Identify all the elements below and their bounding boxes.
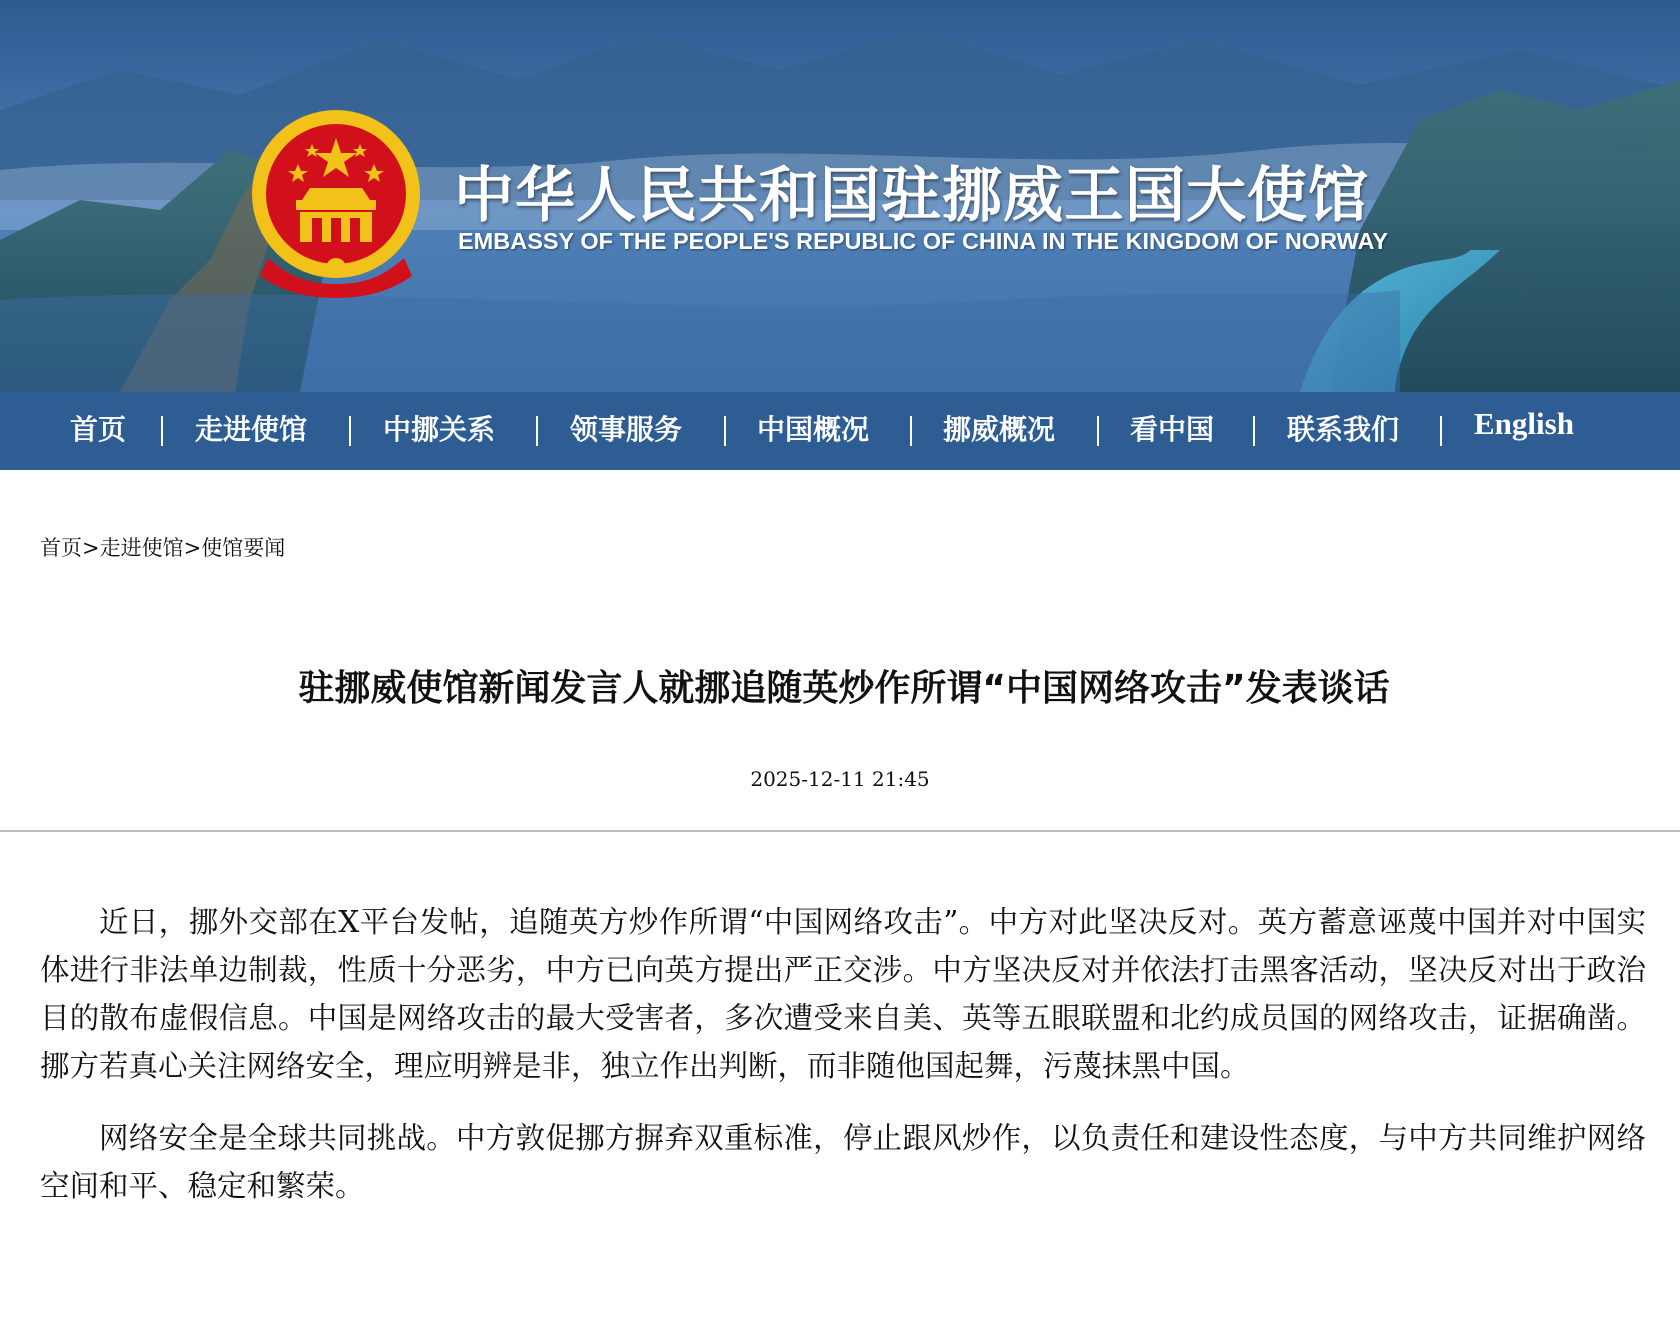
- nav-separator: [536, 416, 538, 446]
- breadcrumb-home[interactable]: 首页: [40, 536, 82, 560]
- nav-item-about-embassy[interactable]: 走进使馆: [195, 413, 308, 446]
- nav-item-english[interactable]: English: [1474, 406, 1574, 441]
- breadcrumb-separator: >: [183, 536, 202, 560]
- national-emblem-icon: [250, 108, 422, 298]
- nav-item-contact-us[interactable]: 联系我们: [1287, 413, 1400, 446]
- nav-separator: [724, 416, 726, 446]
- nav-item-about-norway[interactable]: 挪威概况: [943, 413, 1056, 446]
- breadcrumb-embassy-news[interactable]: 使馆要闻: [201, 536, 286, 560]
- nav-separator: [1440, 416, 1442, 446]
- nav-separator: [349, 416, 351, 446]
- header-banner: [0, 0, 1680, 470]
- embassy-title-english: EMBASSY OF THE PEOPLE'S REPUBLIC OF CHINA IN THE KINGDOM OF NORWAY: [458, 228, 1389, 254]
- embassy-title-chinese: 中华人民共和国驻挪威王国大使馆: [454, 161, 1369, 231]
- article-date: 2025-12-11 21:45: [750, 767, 930, 791]
- nav-separator: [161, 416, 163, 446]
- nav-item-about-china[interactable]: 中国概况: [757, 413, 870, 446]
- divider: [0, 830, 1680, 832]
- main-navigation: [0, 392, 1680, 470]
- nav-item-home[interactable]: 首页: [70, 413, 127, 446]
- article-body: [40, 898, 1646, 1234]
- nav-item-china-norway-relations[interactable]: 中挪关系: [383, 413, 496, 446]
- breadcrumb-separator: >: [82, 536, 100, 560]
- nav-separator: [1097, 416, 1099, 446]
- nav-item-see-china[interactable]: 看中国: [1130, 413, 1215, 446]
- breadcrumb: [40, 532, 285, 562]
- nav-item-consular-services[interactable]: 领事服务: [570, 413, 683, 446]
- article-paragraph: 网络安全是全球共同挑战。中方敦促挪方摒弃双重标准，停止跟风炒作，以负责任和建设性态度，与中方共同维护网络空间和平、稳定和繁荣。: [40, 1121, 1646, 1203]
- nav-separator: [910, 416, 912, 446]
- article-title: 驻挪威使馆新闻发言人就挪追随英炒作所谓“中国网络攻击”发表谈话: [298, 668, 1390, 709]
- nav-separator: [1253, 416, 1255, 446]
- breadcrumb-about-embassy[interactable]: 走进使馆: [99, 536, 184, 560]
- article-paragraph: 近日，挪外交部在X平台发帖，追随英方炒作所谓“中国网络攻击”。中方对此坚决反对。英方蓄意诬蔑中国并对中国实体进行非法单边制裁，性质十分恶劣，中方已向英方提出严正交涉。中方坚决反对并依法打击黑客活动，坚决反对出于政治目的散布虚假信息。中国是网络攻击的最大受害者，多次遭受来自美、英等五眼联盟和北约成员国的网络攻击，证据确凿。挪方若真心关注网络安全，理应明辨是非，独立作出判断，而非随他国起舞，污蔑抹黑中国。: [40, 905, 1646, 1083]
